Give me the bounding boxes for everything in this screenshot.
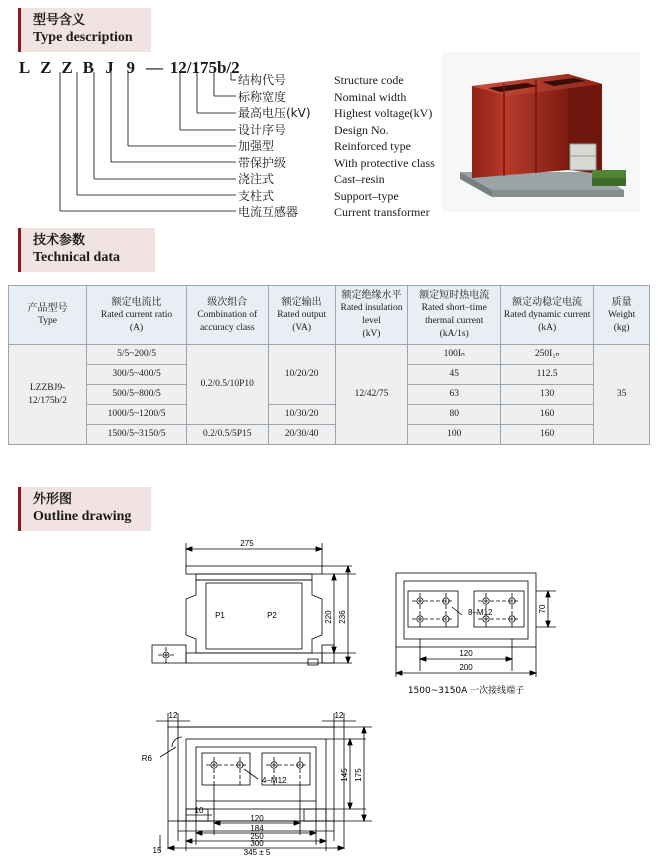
- col-weight: [594, 286, 650, 345]
- col-dynamic-unit: (kA): [538, 322, 557, 333]
- cell-dynamic-1: 112.5: [501, 365, 594, 385]
- legend-item-2: [238, 105, 435, 122]
- col-accuracy: [186, 286, 268, 345]
- outline-drawing-title-en: Outline drawing: [33, 509, 132, 525]
- label-r6: R6: [141, 754, 152, 763]
- col-dynamic-cn: 额定动稳定电流: [512, 296, 583, 308]
- dim-plan-right-12: 12: [334, 711, 344, 720]
- cell-weight: 35: [594, 345, 650, 445]
- dim-plan-left-12: 12: [168, 711, 178, 720]
- dim-plan-175: 175: [354, 768, 363, 782]
- legend-item-7-cn: 支柱式: [238, 188, 275, 203]
- col-type: [9, 286, 87, 345]
- legend-item-2-cn: 最高电压(kV): [238, 106, 311, 120]
- technical-data-title-en: Technical data: [33, 250, 120, 266]
- type-code-dash: —: [146, 58, 163, 77]
- legend-item-2-en: Highest voltage(kV): [334, 106, 433, 120]
- legend-item-8-en: Current transformer: [334, 205, 430, 219]
- type-code-letter-2: Z: [61, 58, 73, 77]
- legend-item-8-cn: 电流互感器: [238, 205, 299, 219]
- dim-plan-300: 300: [250, 839, 264, 848]
- cell-dynamic-4: 160: [501, 425, 594, 445]
- col-accuracy-en: Combination of accuracy class: [197, 309, 258, 333]
- outline-drawing-figure: [0, 535, 658, 855]
- dim-plan-120: 120: [250, 814, 264, 823]
- dim-front-inner-height: 220: [324, 610, 333, 624]
- legend-item-1-en: Nominal width: [334, 89, 407, 104]
- label-8-m12: 8–M12: [468, 608, 493, 617]
- dim-plan-15: 15: [152, 846, 162, 855]
- legend-item-4-en: Reinforced type: [334, 139, 411, 153]
- col-ratio-en: Rated current ratio: [100, 309, 173, 320]
- terminal-view: [396, 573, 556, 677]
- label-p2: P2: [267, 611, 277, 620]
- cell-accuracy-2: 0.2/0.5/5P15: [186, 425, 268, 445]
- table-row: [9, 425, 650, 445]
- legend-item-6-cn: 浇注式: [238, 172, 275, 186]
- col-output-unit: (VA): [292, 322, 312, 333]
- cell-output-3: 20/30/40: [268, 425, 335, 445]
- front-view: [152, 543, 356, 665]
- cell-output-2: 10/30/20: [268, 405, 335, 425]
- terminal-caption: 1500~3150A 一次接线端子: [407, 686, 525, 696]
- legend-item-4-cn: 加强型: [238, 139, 275, 153]
- legend-item-0: [238, 72, 435, 89]
- col-weight-cn: 质量: [611, 296, 632, 308]
- cell-thermal-2: 63: [408, 385, 501, 405]
- table-header-row: [9, 286, 650, 345]
- col-insulation-cn: 额定绝缘水平: [341, 290, 402, 301]
- dim-terminal-200: 200: [459, 663, 473, 672]
- type-code-letter-3: B: [82, 58, 94, 77]
- technical-data-table: [8, 285, 650, 445]
- technical-data-title-cn: 技术参数: [33, 233, 86, 248]
- col-thermal-en: Rated short–time thermal current: [421, 303, 487, 326]
- col-output: [268, 286, 335, 345]
- product-photo: [442, 52, 640, 212]
- col-output-cn: 额定输出: [281, 296, 322, 308]
- cell-dynamic-0: 250I₁ₙ: [501, 345, 594, 365]
- legend-item-1-cn: 标称宽度: [238, 89, 287, 104]
- col-dynamic: [501, 286, 594, 345]
- col-dynamic-en: Rated dynamic current: [503, 309, 591, 320]
- dim-terminal-120: 120: [459, 649, 473, 658]
- type-description-title-cn: 型号含义: [33, 13, 86, 28]
- type-code-suffix: 12/175b/2: [169, 58, 240, 77]
- legend-item-3: [238, 122, 435, 139]
- cell-ratio-3: 1000/5~1200/5: [87, 405, 187, 425]
- col-weight-en: Weight: [608, 309, 636, 320]
- col-ratio: [87, 286, 187, 345]
- col-insulation-unit: (kV): [362, 329, 381, 339]
- legend-item-5-en: With protective class: [334, 155, 435, 170]
- dim-plan-10: 10: [194, 806, 204, 815]
- legend-item-7-en: Support–type: [334, 188, 399, 203]
- technical-data-title: [18, 228, 155, 272]
- dim-terminal-70: 70: [538, 604, 547, 614]
- cell-insulation: 12/42/75: [335, 345, 408, 445]
- legend-item-5-cn: 带保护级: [238, 155, 287, 170]
- table-row: [9, 345, 650, 365]
- cell-thermal-4: 100: [408, 425, 501, 445]
- cell-thermal-1: 45: [408, 365, 501, 385]
- col-insulation-en: Rated insulation level: [340, 303, 403, 326]
- col-thermal-cn: 额定短时热电流: [419, 290, 490, 301]
- type-code-letter-1: Z: [40, 58, 52, 77]
- legend-item-0-cn: 结构代号: [238, 73, 287, 87]
- dim-plan-250: 250: [250, 832, 264, 841]
- col-thermal-unit: (kA/1s): [439, 329, 469, 339]
- legend-item-8: [238, 204, 435, 221]
- table-row: [9, 405, 650, 425]
- dim-plan-345: 345 ± 5: [243, 848, 271, 855]
- type-code-letter-4: J: [105, 58, 114, 77]
- legend-item-0-en: Structure code: [334, 73, 404, 87]
- legend-item-5: [238, 155, 435, 172]
- cell-ratio-0: 5/5~200/5: [87, 345, 187, 365]
- col-insulation: [335, 286, 408, 345]
- col-ratio-unit: (A): [129, 322, 144, 333]
- cell-thermal-0: 100Iₙ: [408, 345, 501, 365]
- type-description-title-en: Type description: [33, 30, 133, 46]
- cell-dynamic-2: 130: [501, 385, 594, 405]
- cell-output-1: 10/20/20: [268, 345, 335, 405]
- legend-item-1: [238, 89, 435, 106]
- col-type-en: Type: [38, 316, 57, 326]
- legend-item-3-en: Design No.: [334, 122, 389, 137]
- label-4-m12: 4–M12: [262, 776, 287, 785]
- col-thermal: [408, 286, 501, 345]
- dim-plan-145: 145: [340, 768, 349, 782]
- col-accuracy-cn: 级次组合: [207, 296, 248, 308]
- legend-item-6: [238, 171, 435, 188]
- cell-accuracy-1: 0.2/0.5/10P10: [186, 345, 268, 425]
- col-type-cn: 产品型号: [27, 303, 68, 314]
- cell-dynamic-3: 160: [501, 405, 594, 425]
- legend-item-3-cn: 设计序号: [238, 122, 287, 137]
- outline-drawing-title-cn: 外形图: [33, 492, 73, 507]
- col-ratio-cn: 额定电流比: [111, 296, 162, 308]
- dim-front-width: 275: [240, 539, 254, 548]
- cell-type: LZZBJ9-12/175b/2: [9, 345, 87, 445]
- cell-ratio-2: 500/5~800/5: [87, 385, 187, 405]
- type-description-section: [0, 0, 658, 230]
- type-code-legend: [238, 72, 435, 221]
- dim-plan-184: 184: [250, 824, 264, 833]
- legend-item-4: [238, 138, 435, 155]
- label-p1: P1: [215, 611, 225, 620]
- dim-front-outer-height: 236: [338, 610, 347, 624]
- col-weight-unit: (kg): [613, 322, 630, 333]
- cell-ratio-1: 300/5~400/5: [87, 365, 187, 385]
- cell-ratio-4: 1500/5~3150/5: [87, 425, 187, 445]
- legend-item-7: [238, 188, 435, 205]
- outline-drawing-title: [18, 487, 151, 531]
- legend-item-6-en: Cast–resin: [334, 172, 385, 186]
- cell-thermal-3: 80: [408, 405, 501, 425]
- type-code-letter-5: 9: [126, 58, 135, 77]
- col-output-en: Rated output: [277, 309, 327, 320]
- type-code-letter-0: L: [18, 58, 31, 77]
